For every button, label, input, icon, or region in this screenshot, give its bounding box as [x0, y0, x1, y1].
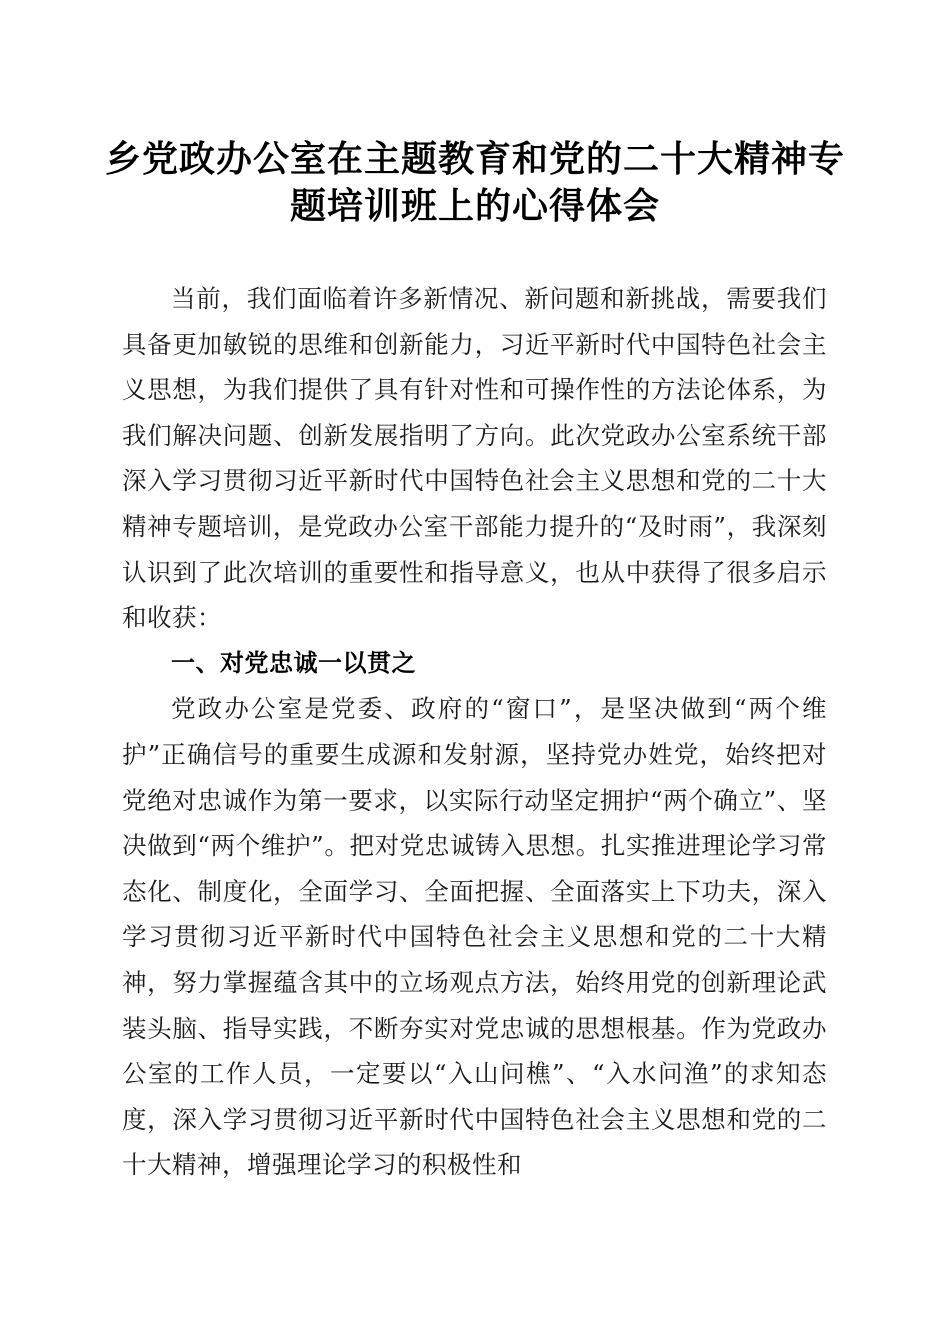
document-title: 乡党政办公室在主题教育和党的二十大精神专题培训班上的心得体会	[104, 138, 845, 227]
intro-paragraph: 当前，我们面临着许多新情况、新问题和新挑战，需要我们具备更加敏锐的思维和创新能力，习近平新时代中国特色社会主义思想，为我们提供了具有针对性和可操作性的方法论体系，为我们解决问题、创新发展指明了方向。此次党政办公室系统干部深入学习贯彻习近平新时代中国特色社会主义思想和党的二十大精神专题培训，是党政办公室干部能力提升的“及时雨”，我深刻认识到了此次培训的重要性和指导意义，也从中获得了很多启示和收获：	[122, 284, 827, 633]
section-paragraph: 党政办公室是党委、政府的“窗口”，是坚决做到“两个维护”正确信号的重要生成源和发射源，坚持党办姓党，始终把对党绝对忠诚作为第一要求，以实际行动坚定拥护“两个确立”、坚决做到“两个维护”。把对党忠诚铸入思想。扎实推进理论学习常态化、制度化，全面学习、全面把握、全面落实上下功夫，深入学习贯彻习近平新时代中国特色社会主义思想和党的二十大精神，努力掌握蕴含其中的立场观点方法，始终用党的创新理论武装头脑、指导实践，不断夯实对党忠诚的思想根基。作为党政办公室的工作人员，一定要以“入山问樵”、“入水问渔”的求知态度，深入学习贯彻习近平新时代中国特色社会主义思想和党的二十大精神，增强理论学习的积极性和	[122, 694, 827, 1180]
section-heading: 一、对党忠诚一以贯之	[171, 648, 416, 677]
document-body	[122, 276, 827, 1188]
